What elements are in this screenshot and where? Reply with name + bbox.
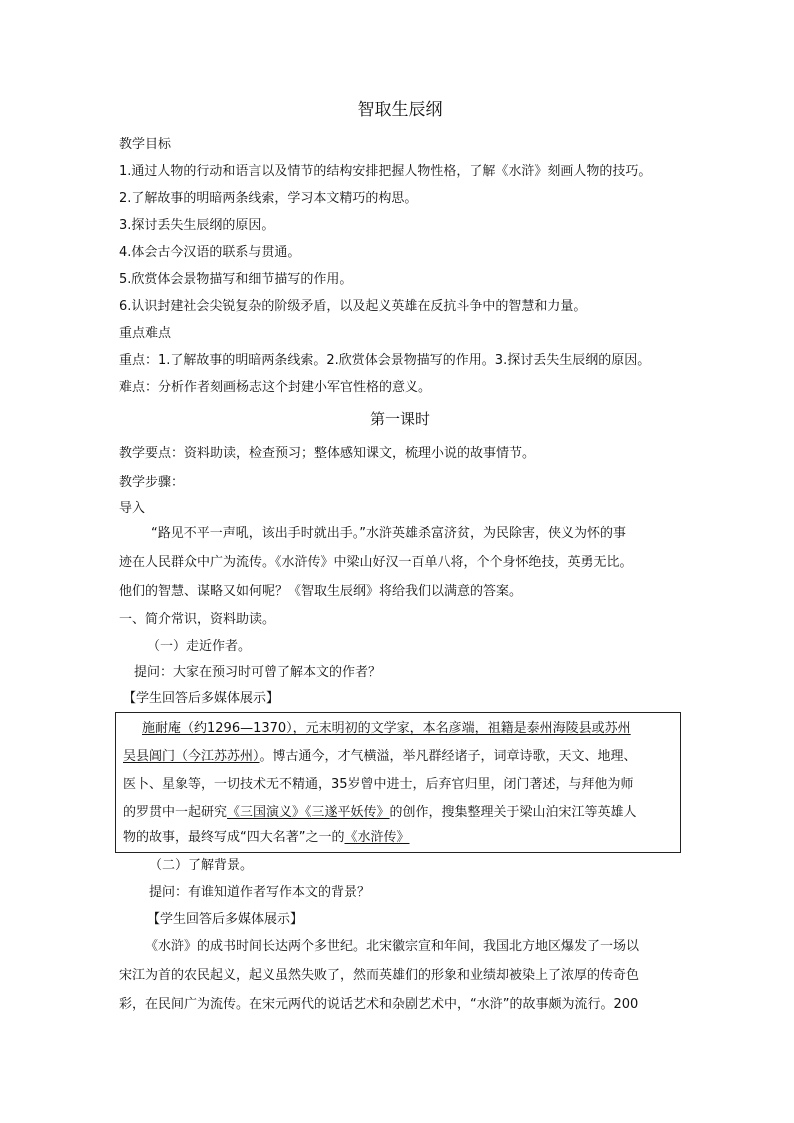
background-line: 《水浒》的成书时间长达两个多世纪。北宋徽宗宣和年间，我国北方地区爆发了一场以 <box>145 939 640 954</box>
question: 提问：大家在预习时可曾了解本文的作者？ <box>134 665 382 680</box>
objective-item: 2.了解故事的明暗两条线索，学习本文精巧的构思。 <box>119 191 418 206</box>
objective-item: 4.体会古今汉语的联系与贯通。 <box>119 245 301 260</box>
objective-item: 3.探讨丢失生辰纲的原因。 <box>119 218 275 233</box>
lesson-title: 第一课时 <box>369 410 430 428</box>
objective-item: 5.欣赏体会景物描写和细节描写的作用。 <box>119 272 353 287</box>
document-title: 智取生辰纲 <box>357 100 443 120</box>
difficult-points: 难点：分析作者刻画杨志这个封建小军官性格的意义。 <box>119 380 432 395</box>
intro-line: “路见不平一声吼，该出手时就出手。”水浒英雄杀富济贫，为民除害，侠义为怀的事 <box>151 526 626 541</box>
subsection-heading: （一）走近作者。 <box>147 639 252 654</box>
author-line <box>123 804 637 822</box>
intro-line: 他们的智慧、谋略又如何呢？《智取生辰纲》将给我们以满意的答案。 <box>119 584 523 599</box>
author-line <box>123 748 637 766</box>
author-text: 的罗贯中一起研究 <box>123 805 228 820</box>
author-hometown: 吴县阊门（今江苏苏州） <box>123 749 260 764</box>
author-line: 医卜、星象等，一切技术无不精通，35岁曾中进士，后弃官归里，闭门著述，与拜他为师 <box>123 777 634 792</box>
author-line <box>123 829 410 847</box>
section-heading: 一、简介常识，资料助读。 <box>119 612 276 627</box>
author-info-box <box>115 712 681 853</box>
author-text: 。博古通今，才气横溢，举凡群经诸子，词章诗歌，天文、地理、 <box>259 749 637 764</box>
author-works: 《三国演义》《三遂平妖传》 <box>227 805 390 820</box>
intro-line: 迹在人民群众中广为流传。《水浒传》中梁山好汉一百单八将，个个身怀绝技，英勇无比。 <box>119 555 633 570</box>
intro-heading: 导入 <box>119 501 146 516</box>
background-line: 宋江为首的农民起义，起义虽然失败了，然而英雄们的形象和业绩却被染上了浓厚的传奇色 <box>119 968 640 983</box>
lesson-steps: 教学步骤： <box>119 475 185 490</box>
background-line: 彩，在民间广为流传。在宋元两代的说话艺术和杂剧艺术中，“水浒”的故事颇为流行。200 <box>119 997 639 1012</box>
author-text: 物的故事，最终写成“四大名著”之一的 <box>123 830 345 845</box>
author-line: 施耐庵（约1296—1370），元末明初的文学家，本名彦端，祖籍是泰州海陵县或苏州 <box>142 721 631 736</box>
subsection-heading: （二）了解背景。 <box>149 858 254 873</box>
question: 提问：有谁知道作者写作本文的背景？ <box>149 885 371 900</box>
lesson-essentials: 教学要点：资料助读，检查预习；整体感知课文，梳理小说的故事情节。 <box>119 446 536 461</box>
objective-item: 6.认识封建社会尖锐复杂的阶级矛盾，以及起义英雄在反抗斗争中的智慧和力量。 <box>119 299 587 314</box>
key-points: 重点：1.了解故事的明暗两条线索。2.欣赏体会景物描写的作用。3.探讨丢失生辰纲的原因。 <box>119 353 651 368</box>
author-masterpiece: 《水浒传》 <box>344 830 410 845</box>
author-text: 的创作，搜集整理关于梁山泊宋江等英雄人 <box>389 805 637 820</box>
display-note: 【学生回答后多媒体展示】 <box>123 691 280 706</box>
objective-item: 1.通过人物的行动和语言以及情节的结构安排把握人物性格，了解《水浒》刻画人物的技巧。 <box>119 164 652 179</box>
objectives-heading: 教学目标 <box>119 137 172 152</box>
display-note: 【学生回答后多媒体展示】 <box>147 912 304 927</box>
keypoints-heading: 重点难点 <box>119 326 172 341</box>
